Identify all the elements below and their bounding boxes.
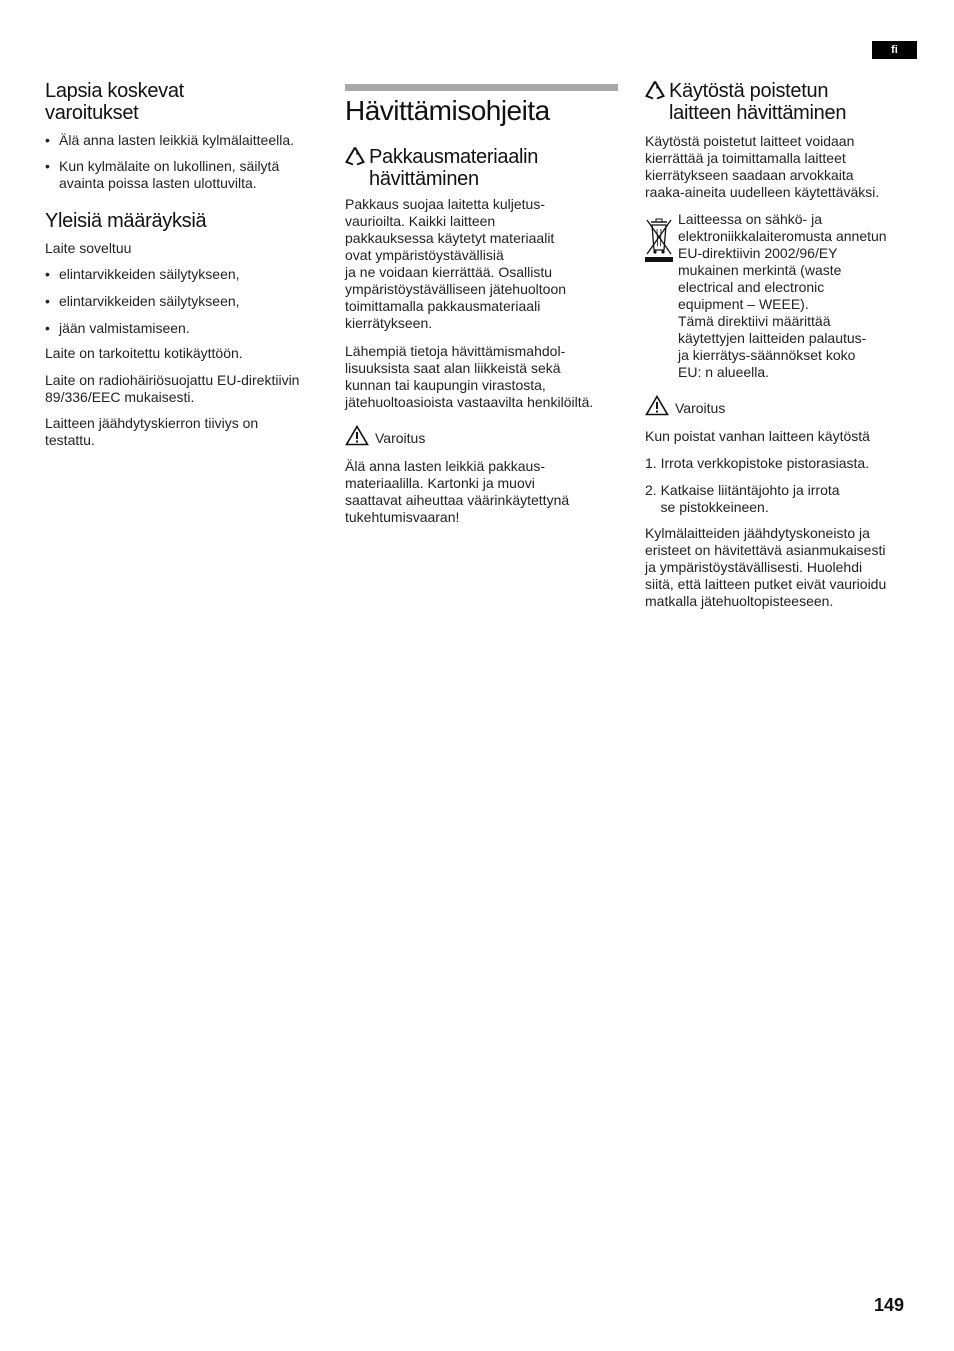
list-item: • elintarvikkeiden säilytykseen, xyxy=(45,266,325,283)
paragraph-disposal: Käytöstä poistetut laitteet voidaan kierrättää ja toimittamalla laitteet kierrätykseen saadaan arvokkaita raaka-aineita uudelleen käytettäväksi. xyxy=(645,133,880,200)
warning-heading xyxy=(645,395,725,416)
list-item: 1. Irrota verkkopistoke pistorasiasta. xyxy=(645,455,870,471)
paragraph-warning: Älä anna lasten leikkiä pakkaus- materiaalilla. Kartonki ja muovi saattavat aiheuttaa väärinkäytettynä tukehtumisvaaran! xyxy=(345,458,570,525)
language-badge xyxy=(872,41,917,59)
children-warnings-list xyxy=(45,132,325,192)
heading-general-regulations: Yleisiä määräyksiä xyxy=(45,210,207,232)
paragraph-more-info: Lähempiä tietoja hävittämismahdol- lisuuksista saat alan liikkeistä sekä kunnan tai kaupungin virastosta, jätehuoltoasioista vastaavilta henkilöiltä. xyxy=(345,343,594,410)
list-item: 2. Katkaise liitäntäjohto ja irrota se pistokkeineen. xyxy=(645,482,840,515)
removal-steps xyxy=(645,455,869,516)
paragraph-weee: Laitteessa on sähkö- ja elektroniikkalaiteromusta annetun EU-direktiivin 2002/96/EY mukainen merkintä (waste electrical and electronic equipment – WEEE). Tämä direktiivi määrittää käytettyjen laitteiden palautus- ja kierrätys-säännökset koko EU: n alueella. xyxy=(678,211,887,380)
warning-icon xyxy=(645,395,669,416)
heading-device-disposal xyxy=(645,80,846,124)
heading-children-warnings: Lapsia koskevat varoitukset xyxy=(45,80,184,124)
recycle-icon xyxy=(645,80,665,100)
heading-packaging xyxy=(345,146,538,190)
recycle-icon xyxy=(345,146,365,166)
section-rule xyxy=(345,84,618,91)
warning-label: Varoitus xyxy=(675,400,726,416)
heading-packaging-text: Pakkausmateriaalin hävittäminen xyxy=(369,146,539,190)
paragraph-tightness: Laitteen jäähdytyskierron tiiviys on testattu. xyxy=(45,415,259,448)
paragraph-home-use: Laite on tarkoitettu kotikäyttöön. xyxy=(45,345,243,361)
suitable-list xyxy=(45,266,325,337)
suitable-intro: Laite soveltuu xyxy=(45,240,132,256)
warning-heading xyxy=(345,425,425,446)
page-title: Hävittämisohjeita xyxy=(345,95,550,126)
paragraph-radio: Laite on radiohäiriösuojattu EU-direktiivin 89/336/EEC mukaisesti. xyxy=(45,372,300,405)
paragraph-remove-intro: Kun poistat vanhan laitteen käytöstä xyxy=(645,428,870,444)
warning-label: Varoitus xyxy=(375,430,426,446)
page-number: 149 xyxy=(874,1295,905,1315)
list-item: • elintarvikkeiden säilytykseen, xyxy=(45,293,325,310)
warning-icon xyxy=(345,425,369,446)
list-item: • Älä anna lasten leikkiä kylmälaitteella. xyxy=(45,132,325,149)
list-item: • Kun kylmälaite on lukollinen, säilytä avainta poissa lasten ulottuvilta. xyxy=(45,158,325,192)
heading-device-disposal-text: Käytöstä poistetun laitteen hävittäminen xyxy=(669,80,847,124)
language-code: fi xyxy=(891,44,898,56)
paragraph-packaging: Pakkaus suojaa laitetta kuljetus- vaurioilta. Kaikki laitteen pakkauksessa käytetyt materiaalit ovat ympäristöystävällisiä ja ne voidaan kierrättää. Osallistu ympäristöystävälliseen jätehuoltoon toimittamalla pakkausmateriaali kierrätykseen. xyxy=(345,196,567,331)
weee-bin-icon xyxy=(645,216,673,264)
paragraph-final: Kylmälaitteiden jäähdytyskoneisto ja eristeet on hävitettävä asianmukaisesti ja ympäristöystävällisesti. Huolehdi siitä, että laitteen putket eivät vaurioidu matkalla jätehuoltopisteeseen. xyxy=(645,525,887,609)
list-item: • jään valmistamiseen. xyxy=(45,320,325,337)
